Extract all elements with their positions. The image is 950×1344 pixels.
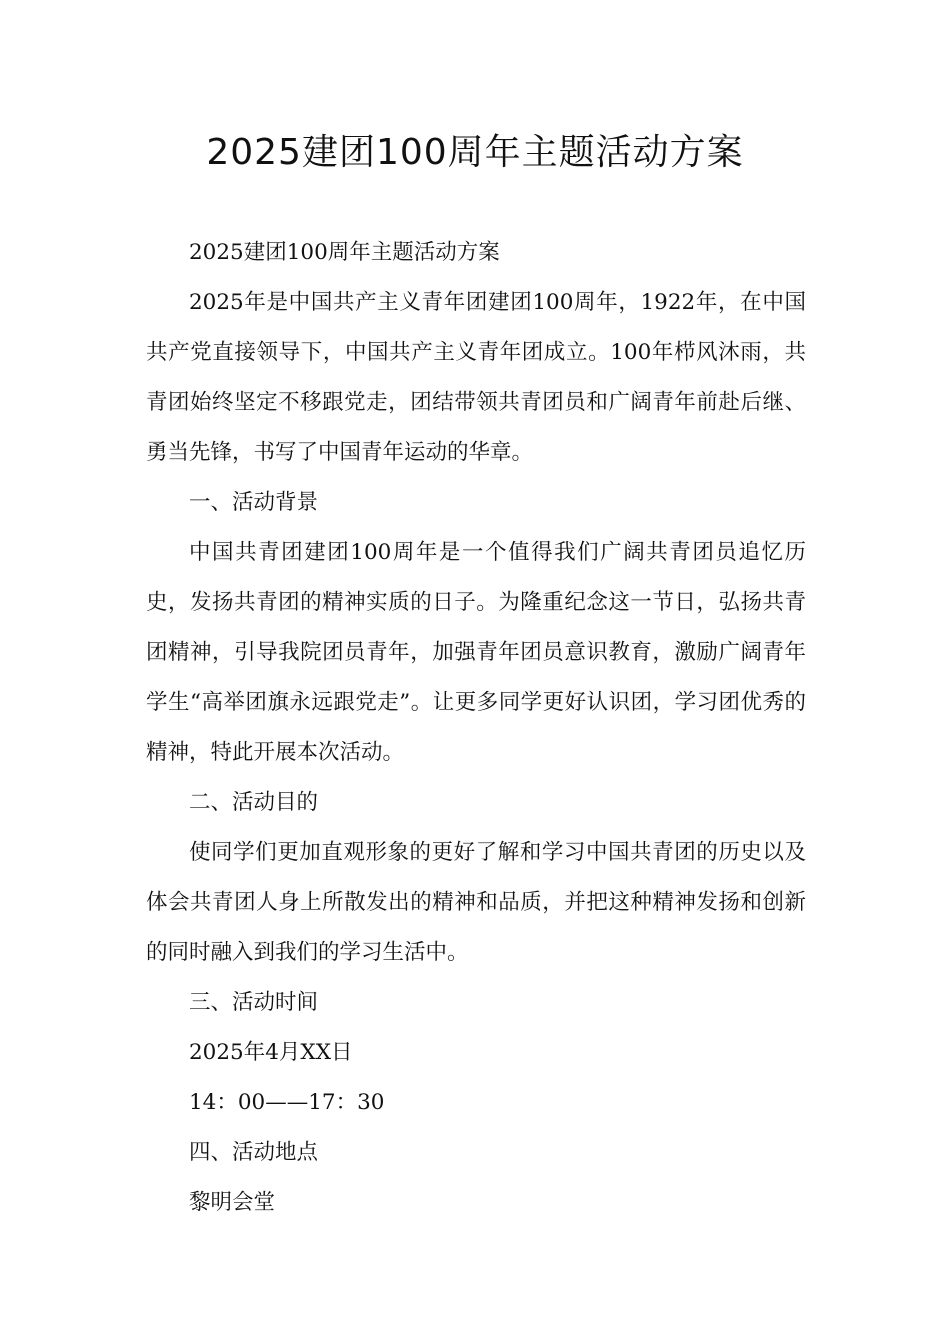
heading-time: 三、活动时间: [189, 990, 319, 1015]
document-title: 2025建团100周年主题活动方案: [206, 132, 744, 173]
heading-background: 一、活动背景: [189, 490, 319, 515]
paragraph-background: 中国共青团建团100周年是一个值得我们广阔共青团员追忆历史，发扬共青团的精神实质的日子。为隆重纪念这一节日，弘扬共青团精神，引导我院团员青年，加强青年团员意识教育，激励广阔青年学生“高举团旗永远跟党走”。让更多同学更好认识团，学习团优秀的精神，特此开展本次活动。: [146, 540, 806, 765]
paragraph-subtitle: 2025建团100周年主题活动方案: [189, 240, 500, 265]
paragraph-purpose: 使同学们更加直观形象的更好了解和学习中国共青团的历史以及体会共青团人身上所散发出的精神和品质，并把这种精神发扬和创新的同时融入到我们的学习生活中。: [146, 840, 806, 965]
document-body: [146, 228, 806, 1228]
paragraph-location: 黎明会堂: [189, 1190, 276, 1215]
heading-purpose: 二、活动目的: [189, 790, 319, 815]
paragraph-date: 2025年4月XX日: [189, 1040, 353, 1065]
heading-location: 四、活动地点: [189, 1140, 319, 1165]
paragraph-time-range: 14：00——17：30: [189, 1090, 385, 1115]
paragraph-intro: 2025年是中国共产主义青年团建团100周年，1922年，在中国共产党直接领导下，中国共产主义青年团成立。100年栉风沐雨，共青团始终坚定不移跟党走，团结带领共青团员和广阔青年前赴后继、勇当先锋，书写了中国青年运动的华章。: [146, 290, 806, 465]
